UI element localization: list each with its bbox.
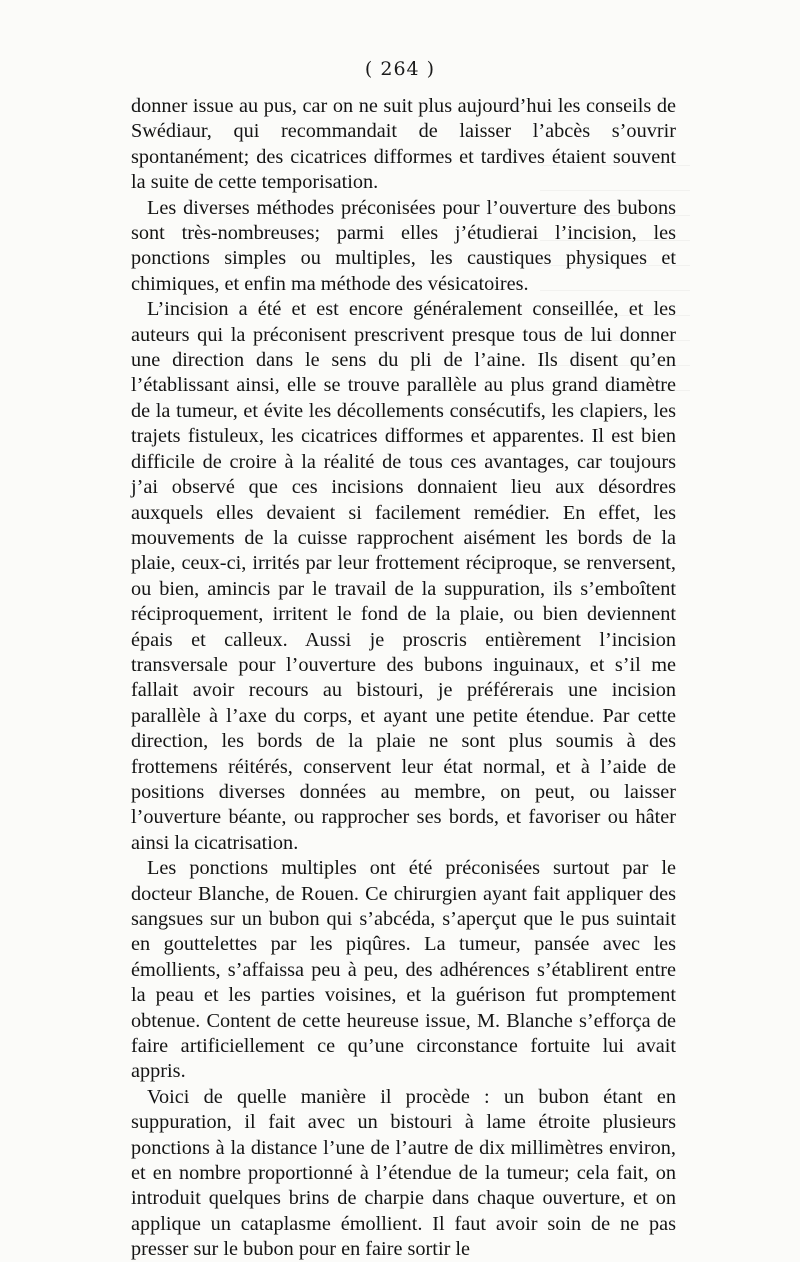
page-number: ( 264 ) [364,58,436,80]
paragraph-1: donner issue au pus, car on ne suit plus aujourd’hui les conseils de Swédiaur, qui recommandait de laisser l’abcès s’ouvrir spontanément; des cicatrices difformes et tardives étaient souvent la suite de cette temporisation. [131,95,676,194]
paragraph-5: Voici de quelle manière il procède : un bubon étant en suppuration, il fait avec un bistouri à lame étroite plusieurs ponctions à la distance l’une de l’autre de dix millimètres environ, et en nombre proportionné à l’étendue de la tumeur; cela fait, on introduit quelques brins de charpie dans chaque ouverture, et on applique un cataplasme émollient. Il faut avoir soin de ne pas presser sur le bubon pour en faire sortir le [131,1085,676,1261]
paragraph-3: L’incision a été et est encore généralement conseillée, et les auteurs qui la préconisent prescrivent presque tous de lui donner une direction dans le sens du pli de l’aine. Ils disent qu’en l’établissant ainsi, elle se trouve parallèle au plus grand diamètre de la tumeur, et évite les décollements consécutifs, les clapiers, les trajets fistuleux, les cicatrices difformes et apparentes. Il est bien difficile de croire à la réalité de tous ces avantages, car toujours j’ai observé que ces incisions donnaient lieu aux désordres auxquels elles devaient si facilement remédier. En effet, les mouvements de la cuisse rapprochent aisément les bords de la plaie, ceux-ci, irrités par leur frottement réciproque, se renversent, ou bien, amincis par le travail de la suppuration, ils s’emboîtent réciproquement, irritent le fond de la plaie, ou bien deviennent épais et calleux. Aussi je proscris entièrement l’incision transversale pour l’ouverture des bubons inguinaux, et s’il me fallait avoir recours au bistouri, je préférerais une incision parallèle à l’axe du corps, et ayant une petite étendue. Par cette direction, les bords de la plaie ne sont plus soumis à des frottemens réitérés, conservent leur état normal, et à l’aide de positions diverses données au membre, on peut, ou laisser l’ouverture béante, ou rapprocher ses bords, et favoriser ou hâter ainsi la cicatrisation. [131,298,676,854]
paragraph-4: Les ponctions multiples ont été préconisées surtout par le docteur Blanche, de Rouen. Ce chirurgien ayant fait appliquer des sangsues sur un bubon qui s’abcéda, s’aperçut que le pus suintait en gouttelettes par les piqûres. La tumeur, pansée avec les émollients, s’affaissa peu à peu, des adhérences s’établirent entre la peau et les parties voisines, et la guérison fut promptement obtenue. Content de cette heureuse issue, M. Blanche s’efforça de faire artificiellement ce qu’une circonstance fortuite lui avait appris. [131,857,676,1083]
paragraph-2: Les diverses méthodes préconisées pour l’ouverture des bubons sont très-nombreuses; parmi elles j’étudierai l’incision, les ponctions simples ou multiples, les caustiques physiques et chimiques, et enfin ma méthode des vésicatoires. [131,196,676,295]
body-text [131,94,676,1263]
